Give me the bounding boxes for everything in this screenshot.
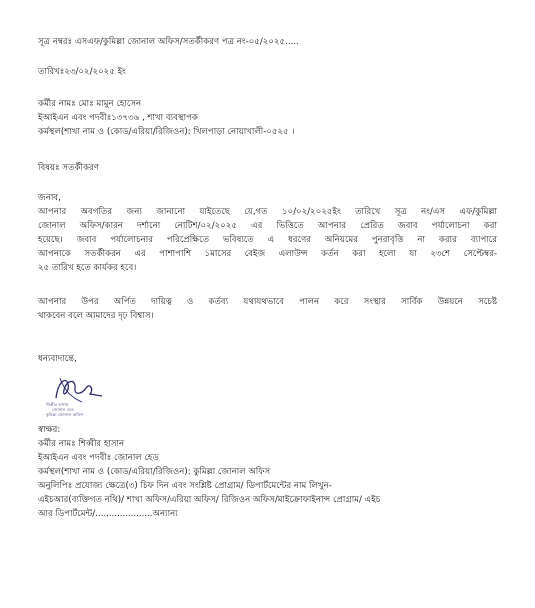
stamp-line: কুমিল্লা জোনাল অফিস — [46, 412, 84, 417]
copy-to-line: আর ডিপার্টমেন্ট/.....................অন্যান্য — [38, 509, 178, 519]
signatory-workplace: কর্মস্থল(শাখা নাম ও (কোড/এরিয়া/রিজিওন): কুমিল্লা জোনাল অফিস — [38, 467, 271, 477]
signatory-name: কর্মীর নামঃ শিব্বীর হাসান — [38, 439, 125, 449]
signature-scribble — [56, 380, 102, 398]
employee-workplace: কর্মস্থল(শাখা নাম ও (কোড/এরিয়া/রিজিওন): খিলপাড়া নোয়াখালী-০৫২৫ । — [38, 127, 295, 137]
copy-to-line: এইচআর(ব্যক্তিগত নথি)/ শাখা অফিস/এরিয়া অফিস/ রিজিওন অফিস/মাইক্রোফাইনান্স প্রোগ্রাম/ এইচ — [38, 495, 381, 505]
letter-subject: বিষয়ঃ সতর্কীকরণ — [38, 163, 99, 173]
stamp-line: শিব্বীর হাসান — [46, 402, 69, 407]
stamp-line: জোনাল হেড — [52, 407, 74, 412]
paragraph-line: থাকবেন বলে আমাদের দৃঢ় বিশ্বাস। — [38, 311, 154, 321]
employee-id-designation: ইআইএন এবং পদবীঃ১৩৭৩৬ , শাখা ব্যবস্থাপক — [38, 113, 198, 123]
letter-date: তারিখঃ২৩/০২/২০২৫ ইং — [38, 67, 126, 77]
paragraph-line: আপনাকে সতর্কীকরন এর পাশাপাশি ১মাসের বেইজ এলাউন্স কর্তন করা হলো যা ২৩শে সেপ্টেম্বর- — [38, 249, 497, 259]
signature-stamp — [42, 368, 114, 418]
paragraph-line: ২৫ তারিখ হতে কার্যকর হবে। — [38, 263, 137, 273]
copy-to-line: অনুলিপিঃ প্রযোজ্য ক্ষেত্রে(৩) চিফ দিন এবং সংশ্লিষ্ট প্রোগ্রাম/ ডিপার্টমেন্টের নাম লিখুন- — [38, 481, 332, 491]
paragraph-line: জোনাল অফিস/কারন দর্শানো নোটিশ/০২/২০২৫ এর ভিত্তিতে আপনার প্রেরিত জবাব পর্যালোচনা করা — [38, 221, 497, 231]
signatory-id-designation: ইআইএন এবং পদবীঃ জোনাল হেড — [38, 453, 159, 463]
employee-name: কর্মীর নামঃ মোঃ মামুন হোসেন — [38, 99, 142, 109]
paragraph-line: আপনার অবগতির জন্য জানানো যাইতেছে যে,গত ১০/০২/২০২৫ইং তারিখে সূত্র নং/এস এফ/কুমিল্লা — [38, 207, 497, 217]
paragraph-line: হয়েছে। জবাব পর্যালোচনার পরিপ্রেক্ষিতে ভবিষ্যতে এ ধরণের অনিয়মের পুনরাবৃত্তি না করার ব্যাপারে — [38, 235, 497, 245]
signature-label: স্বাক্ষর: — [38, 425, 61, 435]
paragraph-line: আপনার উপর অর্পিত দায়িত্ব ও কর্তব্য যথাযথভাবে পালন করে সংস্থার সার্বিক উন্নয়নে সচেষ্ট — [38, 297, 497, 307]
closing-greeting: ধন্যবাদান্তে, — [38, 354, 77, 364]
salutation: জনাব, — [38, 193, 61, 203]
memo-reference: সূত্র নম্বরঃ এসএফ/কুমিল্লা জোনাল অফিস/সতর্কীকরণ পত্র নং-০৫/২০২৫..... — [38, 37, 299, 47]
